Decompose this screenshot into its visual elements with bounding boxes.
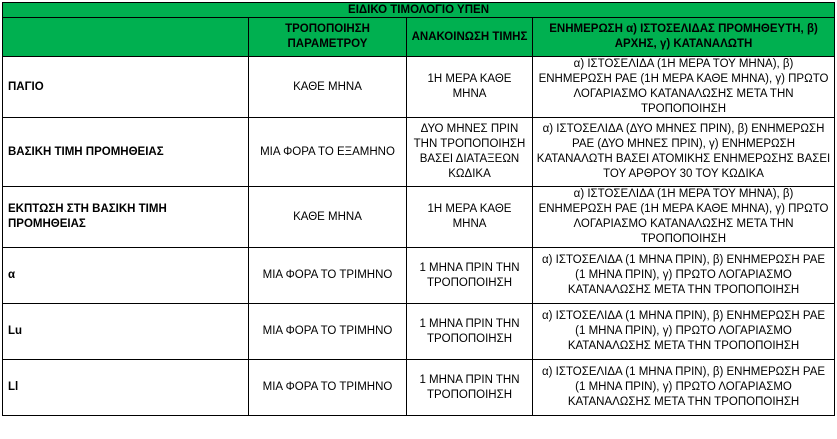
header-cell-blank	[3, 18, 249, 57]
row-modification: ΚΑΘΕ ΜΗΝΑ	[249, 57, 407, 118]
row-announcement: 1Η ΜΕΡΑ ΚΑΘΕ ΜΗΝΑ	[407, 57, 533, 118]
table-header-row	[3, 18, 835, 57]
row-name: ΒΑΣΙΚΗ ΤΙΜΗ ΠΡΟΜΗΘΕΙΑΣ	[3, 118, 249, 187]
row-modification: ΜΙΑ ΦΟΡΑ ΤΟ ΤΡΙΜΗΝΟ	[249, 360, 407, 416]
row-name: ΕΚΠΤΩΣΗ ΣΤΗ ΒΑΣΙΚΗ ΤΙΜΗ ΠΡΟΜΗΘΕΙΑΣ	[3, 187, 249, 248]
row-notification: α) ΙΣΤΟΣΕΛΙΔΑ (ΔΥΟ ΜΗΝΕΣ ΠΡΙΝ), β) ΕΝΗΜΕΡΩΣΗ ΡΑΕ (ΔΥΟ ΜΗΝΕΣ ΠΡΙΝ), γ) ΕΝΗΜΕΡΩΣΗ ΚΑΤΑΝΑΛΩΤΗ ΒΑΣΕΙ ΑΤΟΜΙΚΗΣ ΕΝΗΜΕΡΩΣΗΣ ΒΑΣΕΙ ΤΟΥ ΑΡΘΡΟΥ 30 ΤΟΥ ΚΩΔΙΚΑ	[533, 118, 835, 187]
header-cell-notification: ΕΝΗΜΕΡΩΣΗ α) ΙΣΤΟΣΕΛΙΔΑΣ ΠΡΟΜΗΘΕΥΤΗ, β) ΑΡΧΗΣ, γ) ΚΑΤΑΝΑΛΩΤΗ	[533, 18, 835, 57]
row-announcement: 1 ΜΗΝΑ ΠΡΙΝ ΤΗΝ ΤΡΟΠΟΠΟΙΗΣΗ	[407, 248, 533, 304]
table-title-row	[3, 3, 835, 18]
row-modification: ΚΑΘΕ ΜΗΝΑ	[249, 187, 407, 248]
row-notification: α) ΙΣΤΟΣΕΛΙΔΑ (1Η ΜΕΡΑ ΤΟΥ ΜΗΝΑ), β) ΕΝΗΜΕΡΩΣΗ ΡΑΕ (1Η ΜΕΡΑ ΚΑΘΕ ΜΗΝΑ), γ) ΠΡΩΤΟ ΛΟΓΑΡΙΑΣΜΟ ΚΑΤΑΝΑΛΩΣΗΣ ΜΕΤΑ ΤΗΝ ΤΡΟΠΟΠΟΙΗΣΗ	[533, 187, 835, 248]
row-notification: α) ΙΣΤΟΣΕΛΙΔΑ (1 ΜΗΝΑ ΠΡΙΝ), β) ΕΝΗΜΕΡΩΣΗ ΡΑΕ (1 ΜΗΝΑ ΠΡΙΝ), γ) ΠΡΩΤΟ ΛΟΓΑΡΙΑΣΜΟ ΚΑΤΑΝΑΛΩΣΗΣ ΜΕΤΑ ΤΗΝ ΤΡΟΠΟΠΟΙΗΣΗ	[533, 304, 835, 360]
tariff-table	[2, 2, 835, 416]
row-announcement: 1Η ΜΕΡΑ ΚΑΘΕ ΜΗΝΑ	[407, 187, 533, 248]
row-announcement: ΔΥΟ ΜΗΝΕΣ ΠΡΙΝ ΤΗΝ ΤΡΟΠΟΠΟΙΗΣΗ ΒΑΣΕΙ ΔΙΑΤΑΞΕΩΝ ΚΩΔΙΚΑ	[407, 118, 533, 187]
row-notification: α) ΙΣΤΟΣΕΛΙΔΑ (1 ΜΗΝΑ ΠΡΙΝ), β) ΕΝΗΜΕΡΩΣΗ ΡΑΕ (1 ΜΗΝΑ ΠΡΙΝ), γ) ΠΡΩΤΟ ΛΟΓΑΡΙΑΣΜΟ ΚΑΤΑΝΑΛΩΣΗΣ ΜΕΤΑ ΤΗΝ ΤΡΟΠΟΠΟΙΗΣΗ	[533, 360, 835, 416]
row-name: α	[3, 248, 249, 304]
row-name: ΠΑΓΙΟ	[3, 57, 249, 118]
row-modification: ΜΙΑ ΦΟΡΑ ΤΟ ΤΡΙΜΗΝΟ	[249, 248, 407, 304]
table-row	[3, 57, 835, 118]
row-name: Lu	[3, 304, 249, 360]
row-announcement: 1 ΜΗΝΑ ΠΡΙΝ ΤΗΝ ΤΡΟΠΟΠΟΙΗΣΗ	[407, 304, 533, 360]
table-title: ΕΙΔΙΚΟ ΤΙΜΟΛΟΓΙΟ ΥΠΕΝ	[3, 3, 835, 18]
table-row	[3, 118, 835, 187]
tariff-sheet	[2, 2, 834, 416]
row-notification: α) ΙΣΤΟΣΕΛΙΔΑ (1Η ΜΕΡΑ ΤΟΥ ΜΗΝΑ), β) ΕΝΗΜΕΡΩΣΗ ΡΑΕ (1Η ΜΕΡΑ ΚΑΘΕ ΜΗΝΑ), γ) ΠΡΩΤΟ ΛΟΓΑΡΙΑΣΜΟ ΚΑΤΑΝΑΛΩΣΗΣ ΜΕΤΑ ΤΗΝ ΤΡΟΠΟΠΟΙΗΣΗ	[533, 57, 835, 118]
row-modification: ΜΙΑ ΦΟΡΑ ΤΟ ΕΞΑΜΗΝΟ	[249, 118, 407, 187]
row-notification: α) ΙΣΤΟΣΕΛΙΔΑ (1 ΜΗΝΑ ΠΡΙΝ), β) ΕΝΗΜΕΡΩΣΗ ΡΑΕ (1 ΜΗΝΑ ΠΡΙΝ), γ) ΠΡΩΤΟ ΛΟΓΑΡΙΑΣΜΟ ΚΑΤΑΝΑΛΩΣΗΣ ΜΕΤΑ ΤΗΝ ΤΡΟΠΟΠΟΙΗΣΗ	[533, 248, 835, 304]
row-name: Ll	[3, 360, 249, 416]
table-row	[3, 360, 835, 416]
row-announcement: 1 ΜΗΝΑ ΠΡΙΝ ΤΗΝ ΤΡΟΠΟΠΟΙΗΣΗ	[407, 360, 533, 416]
header-cell-modification: ΤΡΟΠΟΠΟΙΗΣΗ ΠΑΡΑΜΕΤΡΟΥ	[249, 18, 407, 57]
table-row	[3, 304, 835, 360]
row-modification: ΜΙΑ ΦΟΡΑ ΤΟ ΤΡΙΜΗΝΟ	[249, 304, 407, 360]
header-cell-announcement: ΑΝΑΚΟΙΝΩΣΗ ΤΙΜΗΣ	[407, 18, 533, 57]
table-row	[3, 248, 835, 304]
table-row	[3, 187, 835, 248]
